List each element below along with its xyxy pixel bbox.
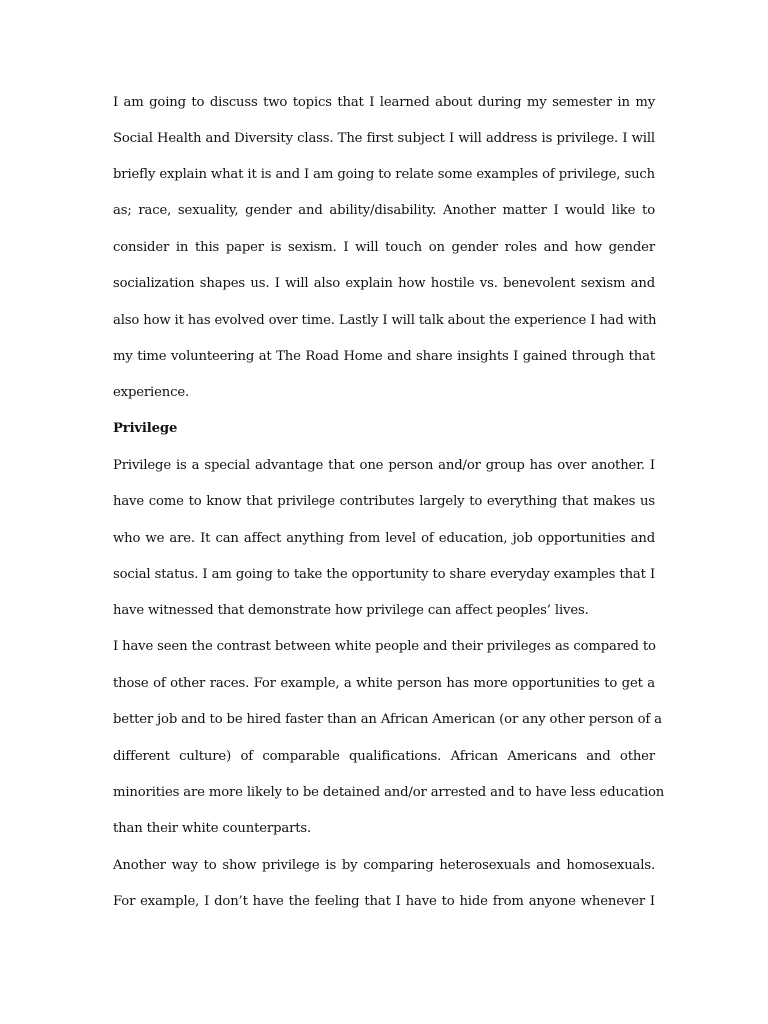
paragraph-line: social status. I am going to take the opportunity to share everyday examples that I bbox=[113, 567, 655, 582]
intro-line: my time volunteering at The Road Home and share insights I gained through that bbox=[113, 349, 655, 364]
paragraph-line: different culture) of comparable qualifications. African Americans and other bbox=[113, 749, 655, 764]
paragraph-line: I have seen the contrast between white people and their privileges as compared to bbox=[113, 639, 656, 654]
paragraph-line: For example, I don’t have the feeling that I have to hide from anyone whenever I bbox=[113, 894, 655, 909]
intro-line: I am going to discuss two topics that I learned about during my semester in my bbox=[113, 95, 655, 110]
paragraph-line: who we are. It can affect anything from level of education, job opportunities and bbox=[113, 531, 655, 546]
intro-line: briefly explain what it is and I am going to relate some examples of privilege, such bbox=[113, 167, 655, 182]
paragraph-line: have come to know that privilege contributes largely to everything that makes us bbox=[113, 494, 655, 509]
intro-line: also how it has evolved over time. Lastly I will talk about the experience I had with bbox=[113, 313, 657, 328]
paragraph-line: Another way to show privilege is by comparing heterosexuals and homosexuals. bbox=[113, 858, 655, 873]
intro-line: consider in this paper is sexism. I will touch on gender roles and how gender bbox=[113, 240, 655, 255]
paragraph-line: those of other races. For example, a white person has more opportunities to get a bbox=[113, 676, 655, 691]
intro-line: Social Health and Diversity class. The first subject I will address is privilege. I will bbox=[113, 131, 655, 146]
paragraph-line: better job and to be hired faster than an African American (or any other person of a bbox=[113, 712, 662, 727]
paragraph-line: minorities are more likely to be detained and/or arrested and to have less education bbox=[113, 785, 665, 800]
intro-line: experience. bbox=[113, 385, 190, 400]
intro-line: as; race, sexuality, gender and ability/disability. Another matter I would like to bbox=[113, 203, 655, 218]
paragraph-line: than their white counterparts. bbox=[113, 821, 312, 836]
intro-line: socialization shapes us. I will also explain how hostile vs. benevolent sexism and bbox=[113, 276, 655, 291]
paragraph-line: Privilege is a special advantage that one person and/or group has over another. I bbox=[113, 458, 655, 473]
paragraph-line: have witnessed that demonstrate how privilege can affect peoples’ lives. bbox=[113, 603, 589, 618]
section-heading: Privilege bbox=[113, 421, 178, 436]
